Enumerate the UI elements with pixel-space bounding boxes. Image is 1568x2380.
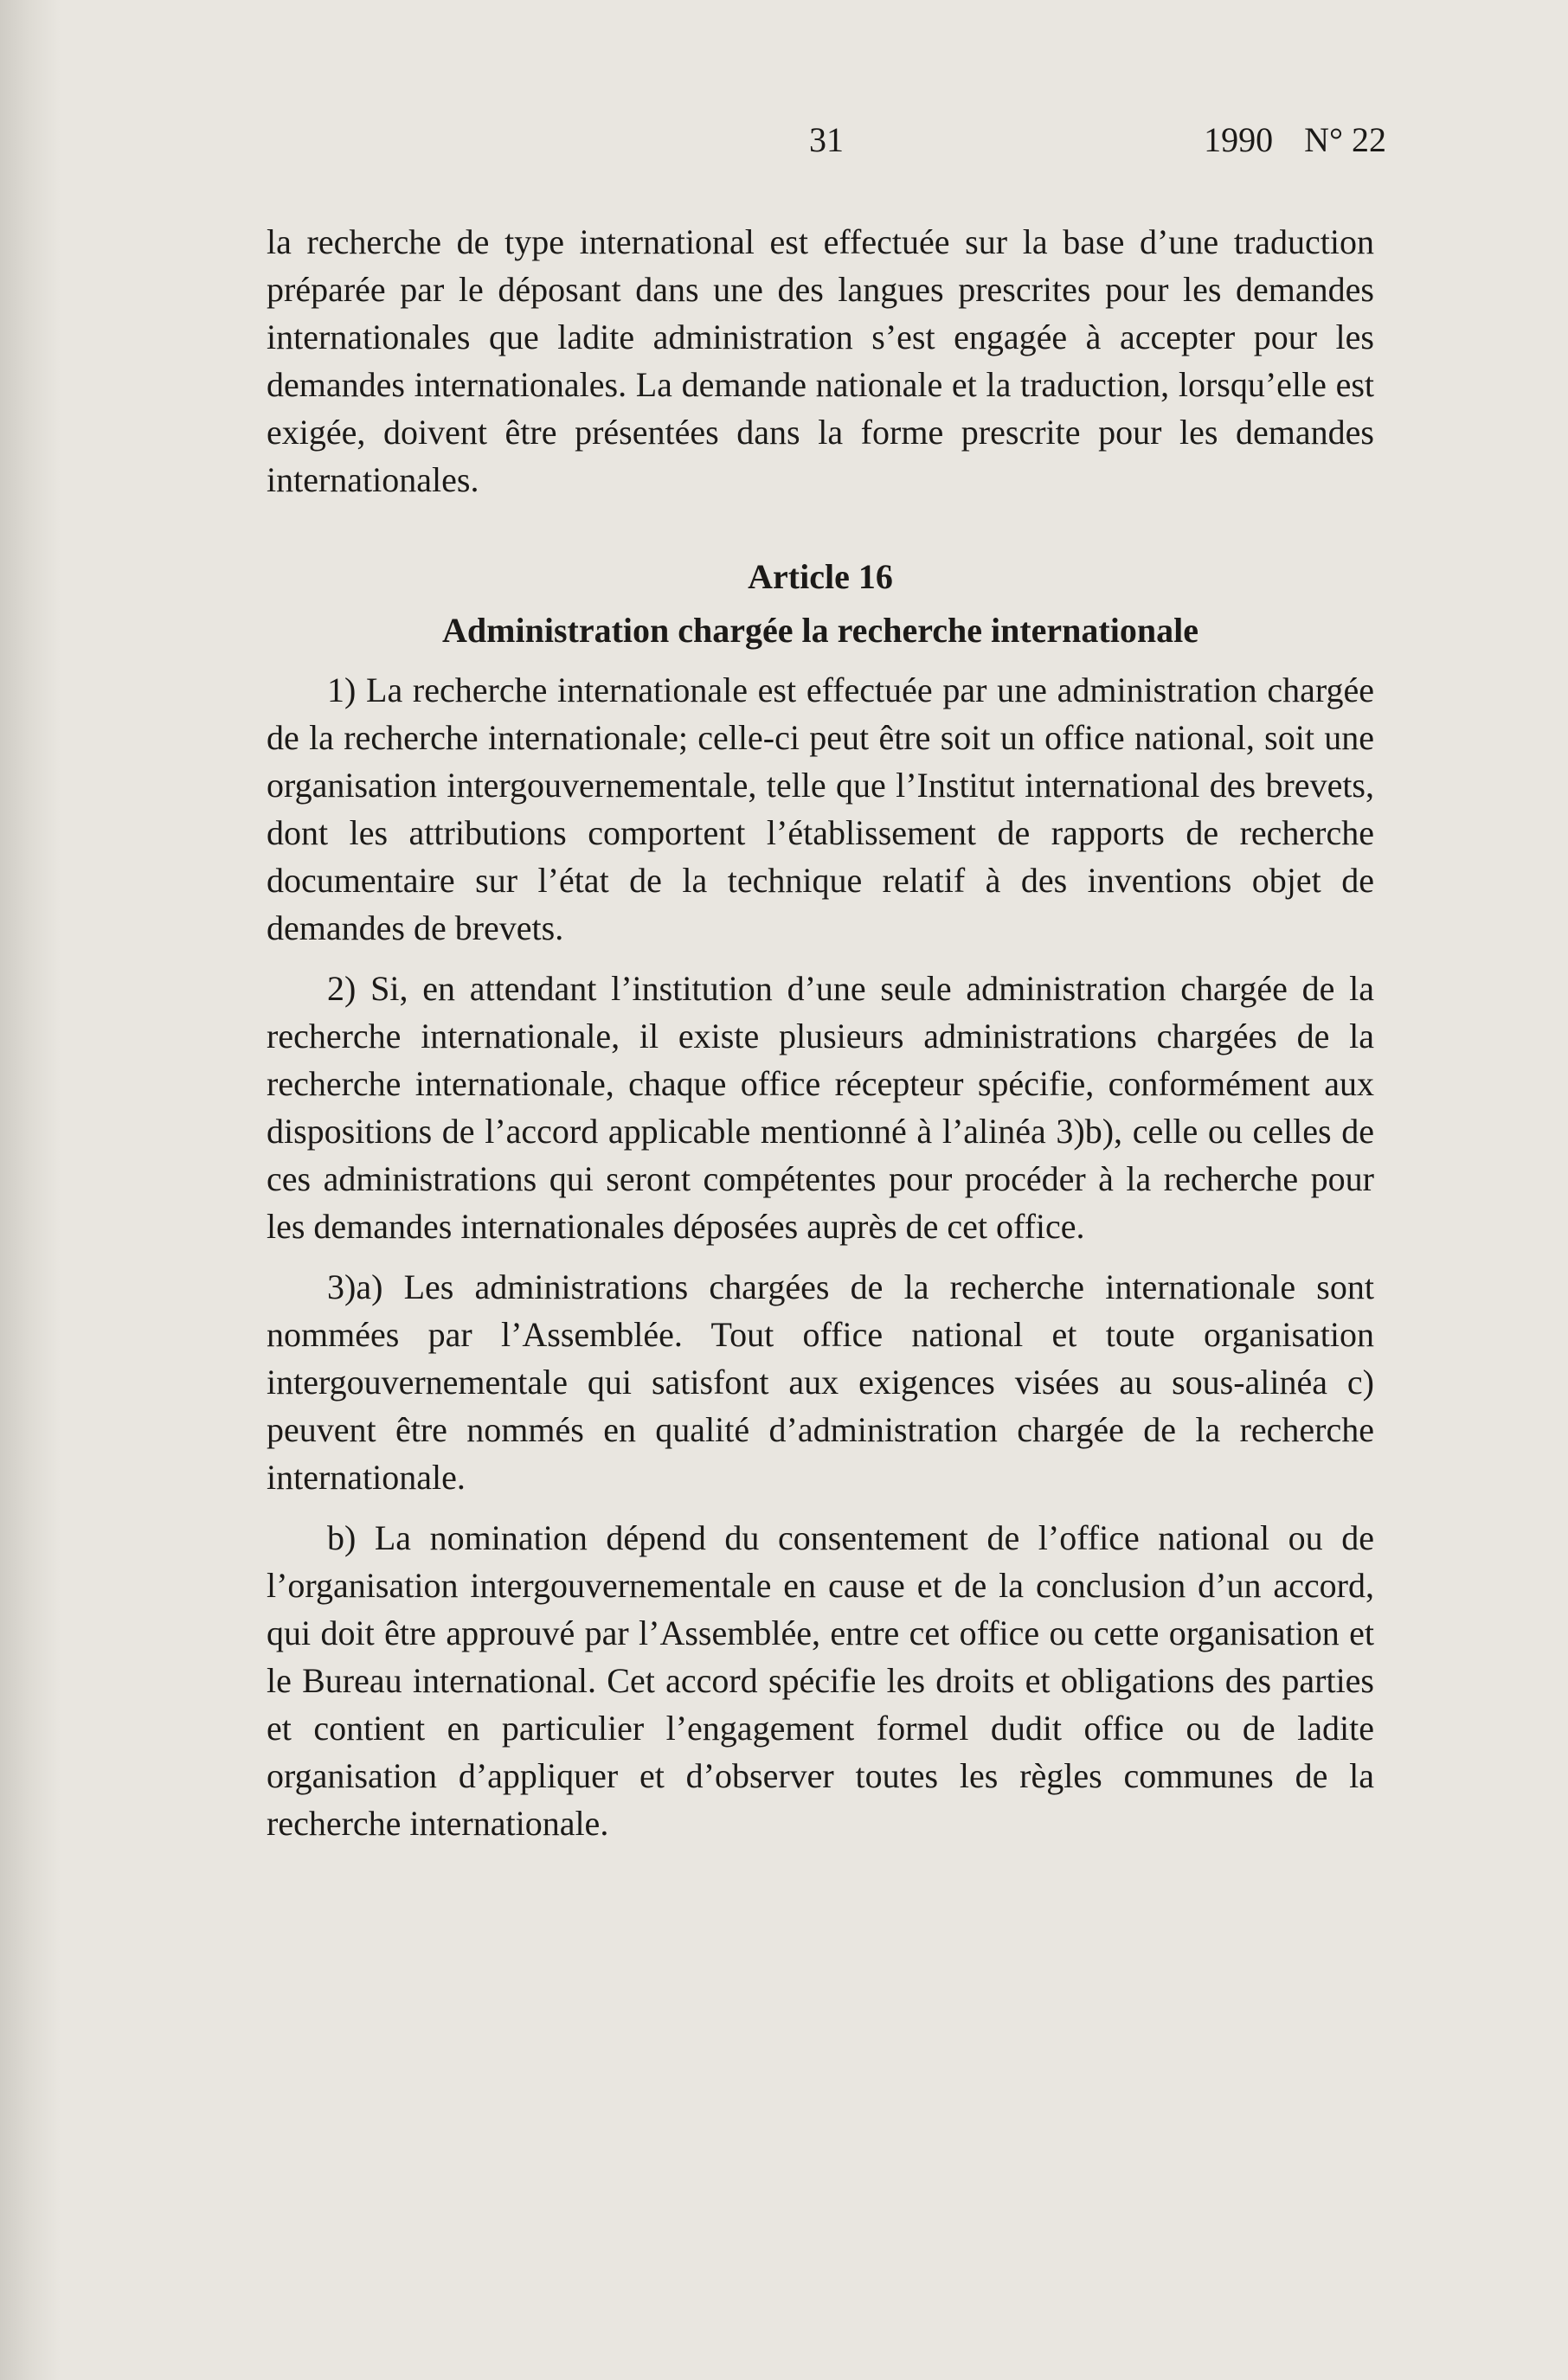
intro-paragraph: la recherche de type international est effectuée sur la base d’une traduction préparée par le déposant dans une des langues prescrites pour les demandes internationales que ladite administration s’est engagée à accepter pour les demandes internationales. La demande nationale et la traduction, lorsqu’elle est exigée, doivent être présentées dans la forme prescrite pour les demandes internationales.: [267, 222, 1374, 499]
article-subtitle: Administration chargée la recherche internationale: [442, 611, 1198, 650]
header-year: 1990: [1204, 120, 1274, 159]
intro-text: [267, 218, 1374, 504]
article-paragraph-3b: b) La nomination dépend du consentement de l’office national ou de l’organisation intergouvernementale en cause et de la conclusion d’un accord, qui doit être approuvé par l’Assemblée, entre cet office ou cette organisation et le Bureau international. Cet accord spécifie les droits et obligations des parties et contient en particulier l’engagement formel dudit office ou de ladite organisation d’appliquer et d’observer toutes les règles communes de la recherche internationale.: [267, 1518, 1374, 1843]
header-issue: N° 22: [1304, 120, 1386, 159]
article-paragraph-1: 1) La recherche internationale est effectuée par une administration chargée de la recherche internationale; celle-ci peut être soit un office national, soit une organisation intergouvernementale, telle que l’Institut international des brevets, dont les attributions comportent l’établissement de rapports de recherche documentaire sur l’état de la technique relatif à des inventions objet de demandes de brevets.: [267, 670, 1374, 947]
article-body: [267, 666, 1374, 1860]
article-paragraph-3a: 3)a) Les administrations chargées de la recherche internationale sont nommées par l’Assemblée. Tout office national et toute organisation intergouvernementale qui satisfont aux exigences visées au sous-alinéa c) peuvent être nommés en qualité d’administration chargée de la recherche internationale.: [267, 1267, 1374, 1497]
article-title: Article 16: [748, 557, 893, 596]
page-number: 31: [809, 120, 844, 159]
article-paragraph-2: 2) Si, en attendant l’institution d’une seule administration chargée de la recherche internationale, il existe plusieurs administrations chargées de la recherche internationale, chaque office récepteur spécifie, conformément aux dispositions de l’accord applicable mentionné à l’alinéa 3)b), celle ou celles de ces administrations qui seront compétentes pour procéder à la recherche pour les demandes internationales déposées auprès de cet office.: [267, 969, 1374, 1246]
article-heading: [267, 550, 1374, 658]
running-header: [1125, 114, 1386, 166]
